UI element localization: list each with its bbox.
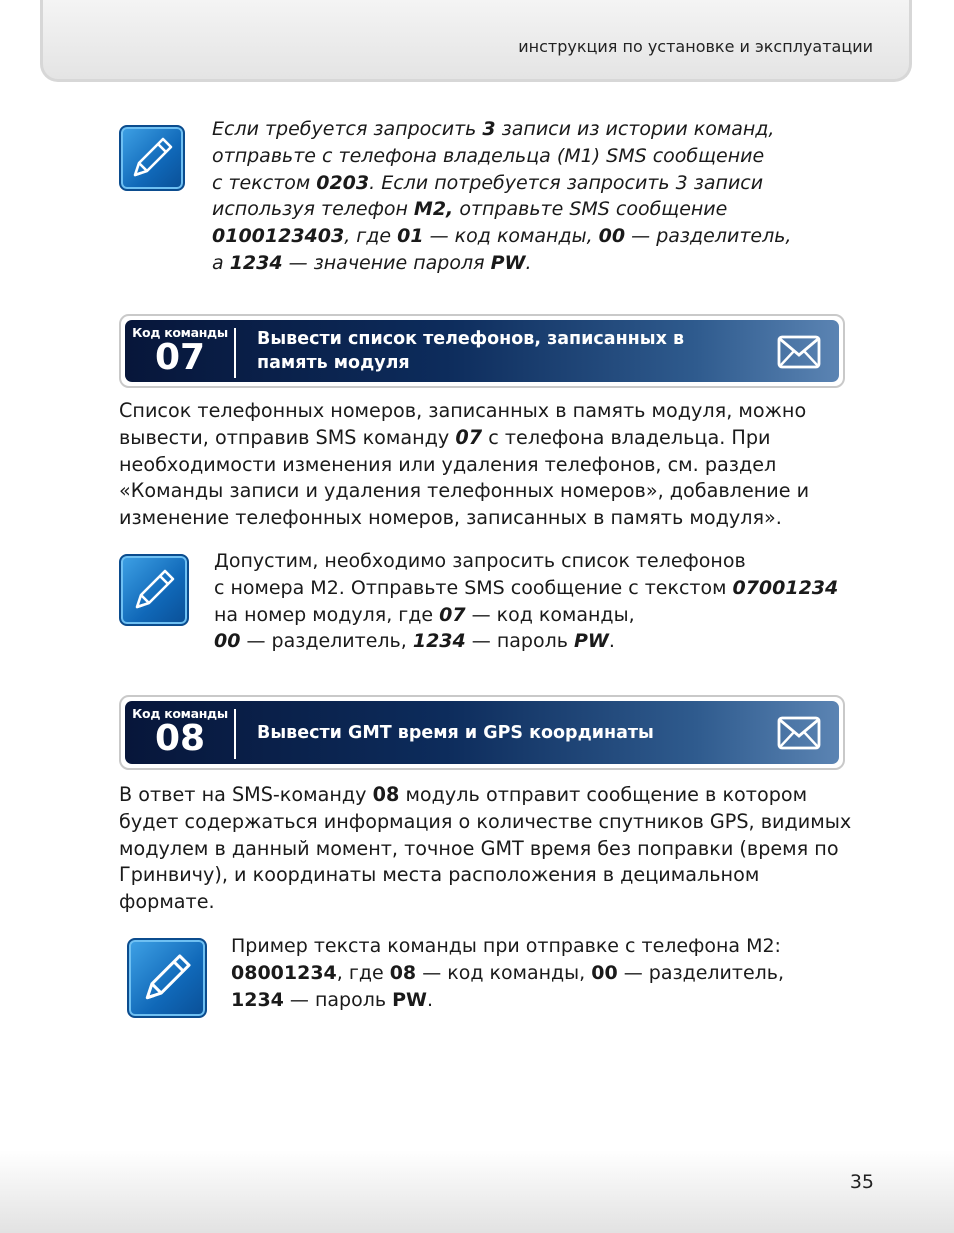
text-run: где bbox=[350, 225, 398, 248]
envelope-icon bbox=[777, 716, 821, 750]
command-07-banner bbox=[119, 314, 845, 388]
emphasis-text: 07001234 bbox=[732, 576, 839, 599]
text-line bbox=[214, 628, 838, 655]
text-run: Гринвичу), и координаты места расположения в децимальном bbox=[119, 863, 760, 887]
pencil-icon bbox=[127, 938, 207, 1018]
emphasis-text: 07 bbox=[439, 603, 466, 626]
emphasis-text: 3 bbox=[482, 118, 496, 140]
text-run: используя телефон bbox=[212, 198, 414, 221]
text-run: В ответ на SMS-команду bbox=[119, 783, 373, 806]
text-run: с текстом bbox=[212, 171, 317, 194]
emphasis-text: PW bbox=[490, 251, 526, 274]
text-run: «Команды записи и удаления телефонных номеров», добавление и bbox=[119, 479, 810, 503]
text-line bbox=[119, 478, 809, 505]
text-line bbox=[212, 170, 791, 197]
command-08-title-line-1: Вывести GMT время и GPS координаты bbox=[257, 722, 654, 743]
note-3-text bbox=[231, 933, 784, 1013]
command-08-description bbox=[119, 782, 851, 916]
emphasis-text: 00 bbox=[214, 630, 241, 653]
text-line bbox=[214, 548, 838, 575]
text-run: Если потребуется запросить 3 записи bbox=[375, 171, 764, 194]
command-08-banner bbox=[119, 695, 845, 770]
text-run: на номер модуля, где bbox=[214, 603, 440, 626]
emphasis-text: 1234 bbox=[412, 630, 466, 653]
text-line bbox=[212, 196, 791, 223]
text-line bbox=[119, 809, 851, 836]
text-run: формате. bbox=[119, 890, 215, 914]
text-line bbox=[214, 575, 838, 602]
text-run: — пароль bbox=[283, 988, 393, 1011]
text-run: модуль отправит сообщение в котором bbox=[399, 783, 808, 806]
command-07-divider bbox=[234, 328, 236, 378]
emphasis-text: 1234 bbox=[231, 988, 284, 1011]
note-1-text bbox=[212, 116, 791, 277]
text-run: изменение телефонных номеров, записанных в память модуля». bbox=[119, 506, 782, 530]
text-line bbox=[212, 223, 791, 250]
emphasis-text: 1234 bbox=[229, 251, 283, 274]
emphasis-text: 0203 bbox=[316, 171, 370, 194]
text-run: модулем в данный момент, точное GMT время без поправки (время по bbox=[119, 836, 839, 860]
text-run: вывести, отправив SMS команду bbox=[119, 425, 456, 449]
text-run: Если требуется запросить bbox=[212, 118, 483, 140]
text-run: . bbox=[525, 251, 532, 274]
command-07-number: 07 bbox=[154, 337, 206, 378]
text-run: необходимости изменения или удаления телефонов, см. раздел bbox=[119, 452, 777, 476]
text-line bbox=[119, 425, 809, 452]
command-07-title-line-2: память модуля bbox=[257, 353, 410, 373]
text-run: . bbox=[427, 988, 434, 1011]
text-line bbox=[119, 889, 851, 916]
pencil-icon bbox=[119, 554, 189, 626]
text-run: записи из истории команд, bbox=[495, 118, 775, 140]
text-run: — разделитель, bbox=[240, 630, 413, 653]
emphasis-text: 08 bbox=[389, 961, 417, 984]
emphasis-text: 00 bbox=[591, 961, 618, 984]
text-line bbox=[119, 862, 851, 889]
text-line bbox=[231, 960, 784, 987]
text-run: — код команды, bbox=[416, 961, 592, 984]
text-run: а bbox=[212, 251, 230, 274]
command-08-divider bbox=[234, 709, 236, 759]
command-08-title bbox=[257, 701, 727, 764]
text-run: . bbox=[369, 171, 376, 194]
text-run: — разделитель, bbox=[625, 225, 792, 248]
emphasis-text: 07 bbox=[455, 425, 483, 449]
text-run: , где bbox=[336, 961, 390, 984]
text-run: отправьте с телефона владельца (M1) SMS сообщение bbox=[212, 144, 765, 167]
command-08-number: 08 bbox=[154, 718, 206, 759]
text-line bbox=[214, 602, 838, 629]
text-run: отправьте SMS сообщение bbox=[453, 198, 728, 221]
text-run: — значение пароля bbox=[282, 251, 491, 274]
command-08-label: Код команды bbox=[132, 706, 228, 721]
command-07-description bbox=[119, 398, 809, 532]
emphasis-text: 0100123403 bbox=[212, 225, 345, 248]
note-2-text bbox=[214, 548, 838, 655]
page-header bbox=[40, 0, 912, 82]
text-line bbox=[212, 250, 791, 277]
emphasis-text: M2, bbox=[413, 198, 454, 221]
text-line bbox=[212, 116, 791, 143]
command-07-label: Код команды bbox=[132, 325, 228, 340]
envelope-icon bbox=[777, 335, 821, 369]
command-07-title-line-1: Вывести список телефонов, записанных в bbox=[257, 329, 685, 349]
text-run: , bbox=[344, 225, 351, 248]
emphasis-text: 01 bbox=[397, 225, 424, 248]
emphasis-text: 08001234 bbox=[231, 961, 337, 984]
command-07-title bbox=[257, 320, 727, 382]
emphasis-text: PW bbox=[573, 630, 609, 653]
emphasis-text: 00 bbox=[598, 225, 626, 248]
text-run: с номера M2. Отправьте SMS сообщение с текстом bbox=[214, 576, 733, 599]
text-run: . bbox=[608, 630, 615, 653]
text-line bbox=[119, 398, 809, 425]
text-line bbox=[119, 452, 809, 479]
text-run: Список телефонных номеров, записанных в память модуля, можно bbox=[119, 399, 807, 422]
text-run: — код команды, bbox=[465, 603, 635, 626]
text-run: с телефона владельца. При bbox=[482, 425, 771, 449]
page-footer bbox=[0, 1150, 954, 1233]
text-line bbox=[119, 836, 851, 863]
text-run: — код команды, bbox=[423, 225, 599, 248]
page-number: 35 bbox=[849, 1171, 874, 1193]
emphasis-text: 08 bbox=[372, 783, 400, 806]
header-title: инструкция по установке и эксплуатации bbox=[518, 37, 873, 56]
text-run: — разделитель, bbox=[617, 961, 785, 984]
text-line bbox=[119, 782, 851, 809]
pencil-icon bbox=[119, 125, 185, 191]
text-line bbox=[231, 933, 784, 960]
text-run: Допустим, необходимо запросить список телефонов bbox=[214, 550, 746, 572]
text-run: Пример текста команды при отправке с телефона M2: bbox=[231, 935, 781, 957]
text-line bbox=[231, 987, 784, 1014]
text-line bbox=[119, 505, 809, 532]
text-line bbox=[212, 143, 791, 170]
emphasis-text: PW bbox=[392, 988, 427, 1011]
text-run: — пароль bbox=[465, 630, 574, 653]
text-run: будет содержаться информация о количестве спутников GPS, видимых bbox=[119, 809, 852, 833]
